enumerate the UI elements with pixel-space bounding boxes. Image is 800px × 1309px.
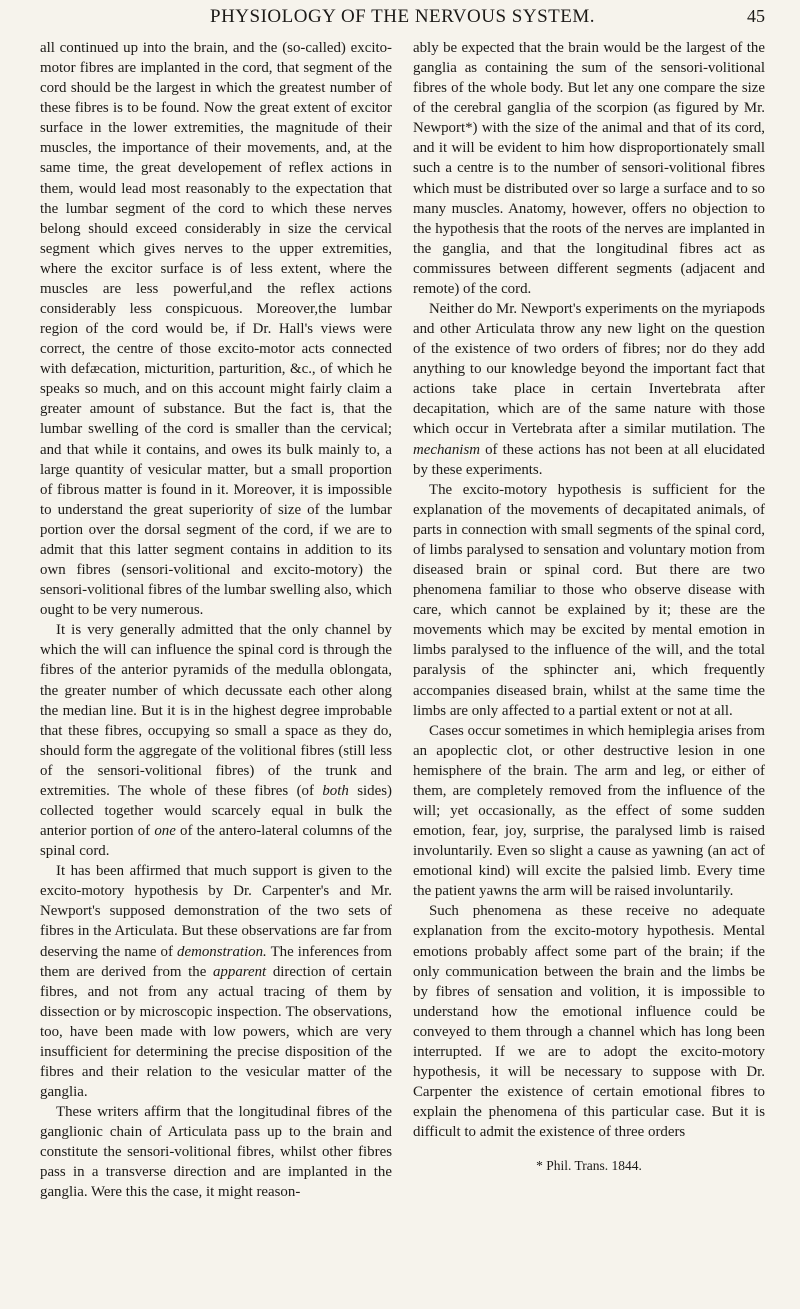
- text-run: The inferences from them are derived from the: [40, 943, 392, 980]
- paragraph: These writers affirm that the longitudinal fibres of the ganglionic chain of Articulata pass up to the brain and constitute the sensori-volitional fibres, whilst other fibres pass in a transverse direction and are implanted in the ganglia. Were this the case, it might reason-: [40, 1104, 392, 1201]
- paragraph: [40, 620, 392, 861]
- right-column: [413, 38, 765, 1300]
- emphasis: one: [154, 823, 176, 840]
- text-run: of the antero-lateral columns of the spinal cord.: [40, 823, 392, 860]
- left-column: [40, 38, 392, 1300]
- paragraph: [413, 299, 765, 480]
- paragraph: ably be expected that the brain would be the largest of the ganglia as containing the sum of the sensori-volitional fibres of the whole body. But let any one compare the size of the cerebral ganglia of the scorpion (as figured by Mr. Newport*) with the size of the animal and that of its cord, and it will be evident to him how disproportionately small such a centre is to the number of sensori-volitional fibres which must be distributed over so large a surface and to so many muscles. Anatomy, however, offers no objection to the hypothesis that the roots of the nerves are implanted in the ganglia, and that the longitudinal fibres act as commissures between different segments (adjacent and remote) of the cord.: [413, 40, 765, 297]
- paragraph: [40, 861, 392, 1102]
- text-run: It is very generally admitted that the only channel by which the will can influence the spinal cord is through the fibres of the anterior pyramids of the medulla oblongata, the greater number of which decussate each other along the median line. But it is in the highest degree improbable that these fibres, occupying so small a space as they do, should form the aggregate of the volitional fibres (still less of the sensori-volitional fibres) of the trunk and extremities. The whole of these fibres (of: [40, 622, 392, 799]
- page-header: [40, 6, 765, 30]
- text-run: Neither do Mr. Newport's experiments on the myriapods and other Articulata throw any new light on the question of the existence of two orders of fibres; nor do they add anything to our knowledge beyond the important fact that actions take place in certain Invertebrata after decapitation, which are of the same nature with those which occur in Vertebrata after a similar mutilation. The: [413, 301, 765, 438]
- paragraph: Such phenomena as these receive no adequate explanation from the excito-motory hypothesis. Mental emotions probably affect some part of the brain; if the only communication between the brain and the limbs be by fibres of sensation and volition, it is impossible to understand how the emotional influence could be conveyed to them through a channel which has long been interrupted. If we are to adopt the excito-motory hypothesis, it will be necessary to suppose with Dr. Carpenter the existence of certain emotional fibres to explain the phenomena of this particular case. But it is difficult to admit the existence of three orders: [413, 903, 765, 1141]
- paragraph: The excito-motory hypothesis is sufficient for the explanation of the movements of decapitated animals, of parts in connection with small segments of the spinal cord, of limbs paralysed to sensation and voluntary motion from diseased brain or spinal cord. But there are two phenomena familiar to those who observe disease with care, which cannot be explained by it; these are the movements which may be excited by mental emotion in limbs paralysed to the influence of the will, and the total paralysis of the sphincter ani, which frequently accompanies diseased brain, whilst at the same time the limbs are only affected to a partial extent or not at all.: [413, 481, 765, 719]
- text-run: It has been affirmed that much support is given to the excito-motory hypothesis by Dr. Carpenter's and Mr. Newport's supposed demonstration of the two sets of fibres in the Articulata. But these observations are far from deserving the name of: [40, 863, 392, 960]
- emphasis: demonstration.: [177, 943, 267, 960]
- page-number: 45: [747, 6, 765, 26]
- running-title: PHYSIOLOGY OF THE NERVOUS SYSTEM.: [210, 6, 595, 27]
- emphasis: mechanism: [413, 441, 480, 458]
- paragraph: all continued up into the brain, and the (so-called) excito-motor fibres are implanted in the cord, that segment of the cord should be the largest in which the greatest number of these fibres is to be found. Now the great extent of excitor surface in the lower extremities, the magnitude of their muscles, the importance of their movements, and, at the same time, the great developement of reflex actions in them, would lead most reasonably to the expectation that the lumbar segment of the cord to which these nerves belong should exceed considerably in size the cervical segment which gives nerves to the upper extremities, where the excitor surface is of less extent, where the muscles are less powerful,and the reflex actions considerably less conspicuous. Moreover,the lumbar region of the cord would be, if Dr. Hall's views were correct, the centre of those excito-motor acts connected with defæcation, micturition, parturition, &c., of which he speaks so much, and on this account might fairly claim a greater amount of substance. But the fact is, that the lumbar swelling of the cord is smaller than the cervical; and that while it contains, and owes its bulk mainly to, a large quantity of vesicular matter, but a small proportion of fibrous matter is found in it. Moreover, it is impossible to understand the great superiority of size of the lumbar portion over the dorsal segment of the cord, if we are to admit that this latter segment contains in addition to its own fibres (sensori-volitional and excito-motory) the sensori-volitional fibres of the lumbar swelling also, which ought to be very numerous.: [40, 40, 392, 619]
- paragraph: Cases occur sometimes in which hemiplegia arises from an apoplectic clot, or other destructive lesion in one hemisphere of the brain. The arm and leg, or either of them, are completely removed from the influence of the will; yet occasionally, as the effect of some sudden emotion, fear, joy, surprise, the paralysed limb is raised involuntarily. Even so slight a cause as yawning (an act of emotional kind) will excite the palsied limb. Every time the patient yawns the arm will be raised involuntarily.: [413, 722, 765, 900]
- emphasis: apparent: [212, 963, 267, 980]
- text-run: of these actions has not been at all elucidated by these experiments.: [413, 441, 765, 478]
- text-columns: [40, 38, 765, 1300]
- text-run: sides) collected together would scarcely equal in bulk the anterior portion of: [40, 782, 392, 840]
- footnote: * Phil. Trans. 1844.: [536, 1158, 642, 1174]
- text-run: direction of certain fibres, and not from any actual tracing of them by dissection or by microscopic inspection. The observations, too, have been made with low powers, which are very insufficient for determining the precise disposition of the fibres and their relation to the vesicular matter of the ganglia.: [40, 963, 392, 1101]
- emphasis: both: [322, 782, 349, 799]
